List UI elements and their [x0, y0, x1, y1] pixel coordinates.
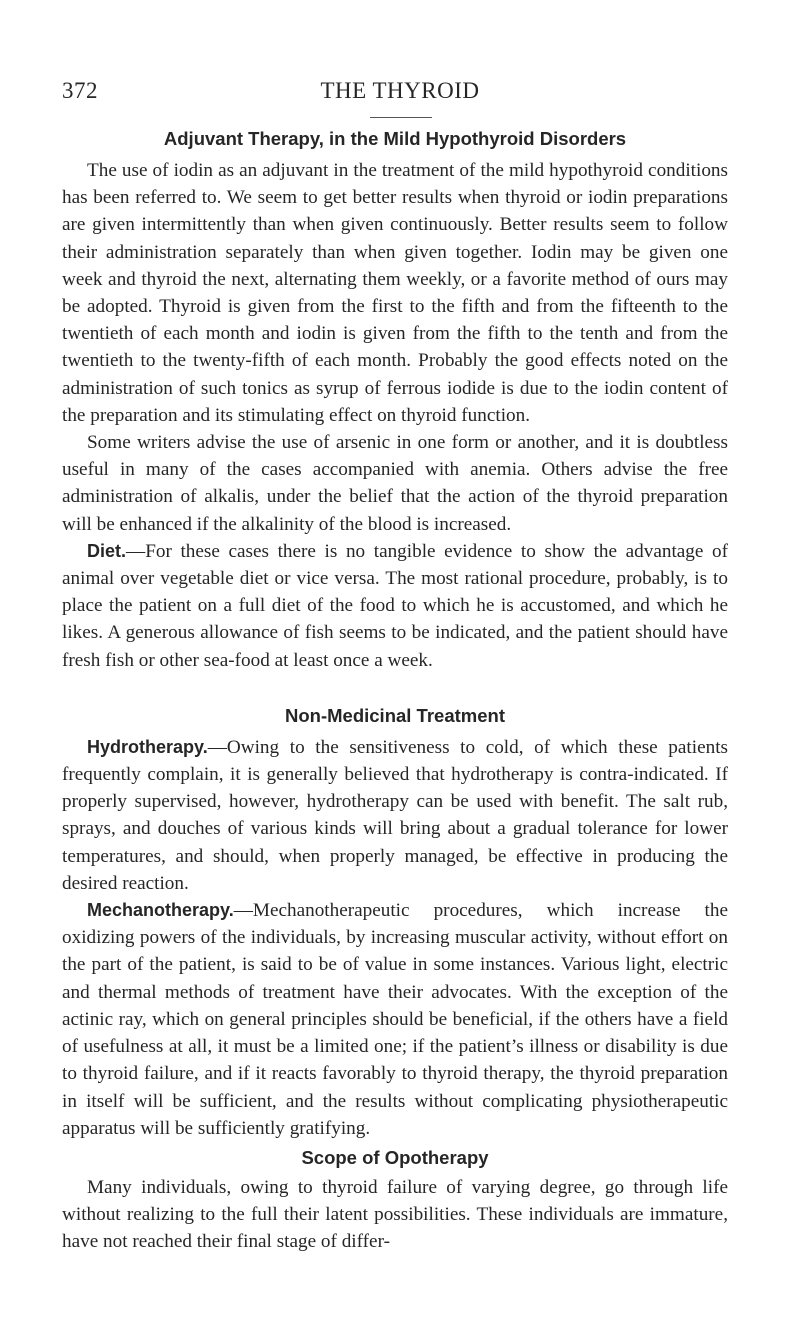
- page-number: 372: [62, 78, 98, 103]
- paragraph-lead: Diet.: [87, 540, 127, 561]
- paragraph-text: The use of iodin as an adjuvant in the treatment of the mild hypothyroid conditions has been referred to. We seem to get better results when thyroid or iodin preparations are given intermittently than when given continuously. Better results seem to follow their administration separately than when given together. Iodin may be given one week and thyroid the next, alternating them weekly, or a favorite method of ours may be adopted. Thyroid is given from the first to the fifth and from the fifteenth to the twentieth of each month and iodin is given from the fifth to the tenth and from the twentieth to the twenty-fifth of each month. Probably the good effects noted on the administration of such tonics as syrup of ferrous iodide is due to the iodin content of the preparation and its stimulating effect on thyroid function.: [62, 160, 728, 426]
- paragraph-diet: [62, 538, 728, 674]
- paragraph-hydrotherapy: [62, 734, 728, 897]
- header-rule: [370, 117, 432, 118]
- section-heading-scope-of-opotherapy: Scope of Opotherapy: [301, 1146, 489, 1168]
- section-heading-non-medicinal-treatment: Non-Medicinal Treatment: [285, 704, 505, 726]
- paragraph: [62, 1174, 728, 1256]
- paragraph-text: Many individuals, owing to thyroid failure of varying degree, go through life without realizing to the full their latent possibilities. These individuals are immature, have not reached their final stage of differ-: [62, 1176, 728, 1253]
- paragraph-lead: Hydrotherapy.: [87, 736, 208, 757]
- paragraph-text: —Mechanotherapeutic procedures, which increase the oxidizing powers of the individuals, by increasing muscular activity, without effort on the part of the patient, is said to be of value in some instances. Various light, electric and thermal methods of treatment have their advocates. With the exception of the actinic ray, which on general principles should be beneficial, if the others have a field of usefulness at all, it must be a limited one; if the patient’s illness or disability is due to thyroid failure, and if it reacts favorably to thyroid therapy, the thyroid preparation in itself will be sufficient, and the results without complicating physiotherapeutic apparatus will be sufficiently gratifying.: [62, 900, 728, 1139]
- running-title: THE THYROID: [320, 78, 480, 103]
- paragraph-text: Some writers advise the use of arsenic in one form or another, and it is doubtless useful in many of the cases accompanied with anemia. Others advise the free administration of alkalis, under the belief that the action of the thyroid preparation will be enhanced if the alkalinity of the blood is increased.: [62, 432, 728, 535]
- paragraph-lead: Mechanotherapy.: [87, 900, 234, 921]
- paragraph-text: —For these cases there is no tangible evidence to show the advantage of animal over vegetable diet or vice versa. The most rational procedure, probably, is to place the patient on a full diet of the food to which he is accustomed, and which he likes. A generous allowance of fish seems to be indicated, and the patient should have fresh fish or other sea-food at least once a week.: [62, 540, 728, 671]
- paragraph-text: —Owing to the sensitiveness to cold, of which these patients frequently complain, it is generally believed that hydrotherapy is contra-indicated. If properly supervised, however, hydrotherapy can be used with benefit. The salt rub, sprays, and douches of various kinds will bring about a gradual tolerance for lower temperatures, and should, when properly managed, be effective in producing the desired reaction.: [62, 736, 728, 894]
- section-heading-adjuvant-therapy: Adjuvant Therapy, in the Mild Hypothyroid Disorders: [163, 128, 627, 149]
- body-text: [62, 123, 728, 1256]
- paragraph: [62, 157, 728, 429]
- paragraph: [62, 429, 728, 538]
- paragraph-mechanotherapy: [62, 897, 728, 1142]
